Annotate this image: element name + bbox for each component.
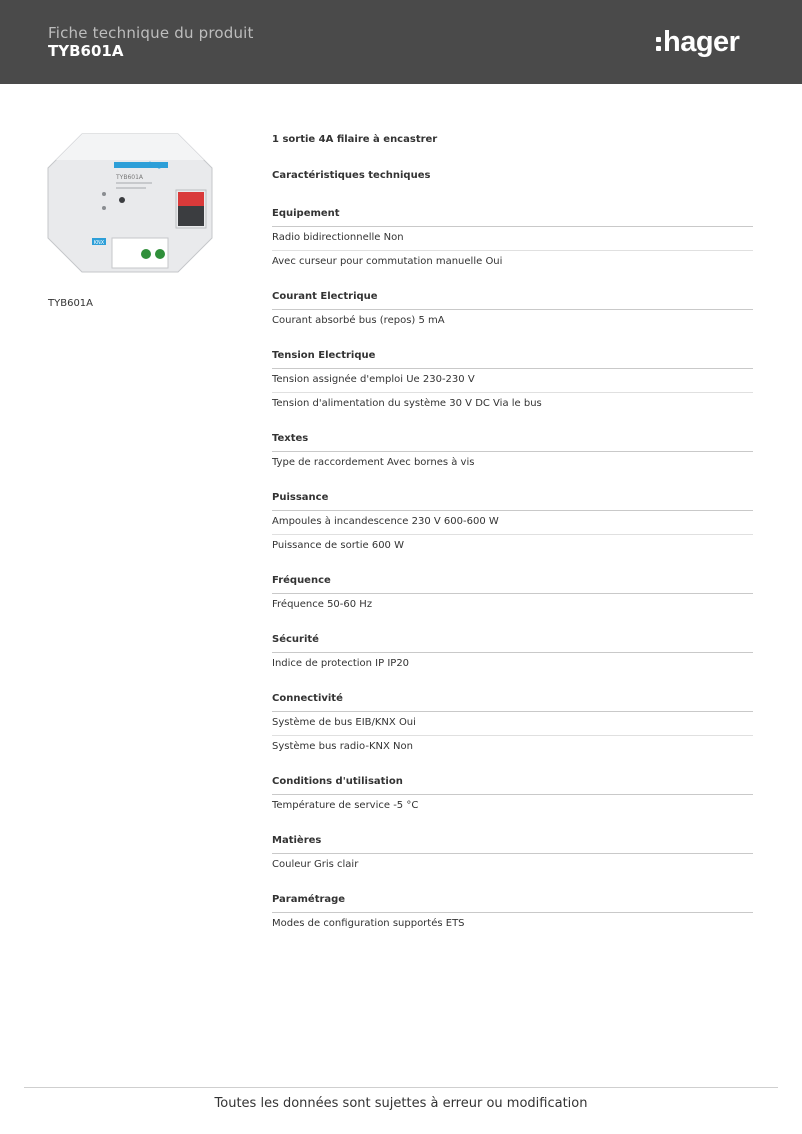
spec-row: Tension d'alimentation du système 30 V DC Via le bus: [272, 398, 542, 409]
image-caption: TYB601A: [48, 298, 94, 309]
footer-disclaimer: Toutes les données sont sujettes à erreur ou modification: [214, 1096, 588, 1111]
image-brand-text: hager: [148, 162, 168, 169]
led-indicator: [102, 192, 106, 196]
spec-row: Température de service -5 °C: [272, 800, 419, 811]
spec-group-securite: [272, 631, 753, 676]
page-header: [0, 0, 802, 84]
spec-row: Avec curseur pour commutation manuelle Oui: [272, 256, 503, 267]
spec-group-tension: [272, 347, 753, 416]
spec-row: Type de raccordement Avec bornes à vis: [272, 457, 475, 468]
spec-content: [272, 133, 753, 950]
spec-group-textes: [272, 430, 753, 475]
logo-text: hager: [663, 25, 740, 58]
group-title: Equipement: [272, 205, 753, 227]
document-title: TYB601A: [48, 42, 124, 60]
spec-row: Fréquence 50-60 Hz: [272, 599, 373, 610]
product-headline: 1 sortie 4A filaire à encastrer: [272, 134, 438, 145]
spec-lines: [116, 182, 152, 184]
hager-logo: [656, 24, 739, 60]
spec-row: Modes de configuration supportés ETS: [272, 918, 465, 929]
spec-row: Radio bidirectionnelle Non: [272, 227, 753, 251]
spec-row: Ampoules à incandescence 230 V 600-600 W: [272, 511, 753, 535]
spec-row: Indice de protection IP IP20: [272, 658, 410, 669]
group-title: Puissance: [272, 489, 753, 511]
spec-row: Système bus radio-KNX Non: [272, 741, 413, 752]
section-title: Caractéristiques techniques: [272, 170, 431, 181]
spec-group-equipement: [272, 205, 753, 274]
group-title: Matières: [272, 832, 753, 854]
image-model-text: TYB601A: [116, 174, 144, 181]
product-image: [44, 126, 216, 276]
knx-text: KNX: [93, 240, 105, 246]
logo-dots-icon: [656, 37, 661, 51]
group-title: Paramétrage: [272, 891, 753, 913]
group-title: Courant Electrique: [272, 288, 753, 310]
led-indicator-2: [102, 206, 106, 210]
green-terminal-2: [155, 249, 165, 259]
group-title: Connectivité: [272, 690, 753, 712]
group-title: Sécurité: [272, 631, 753, 653]
spec-lines-2: [116, 187, 146, 189]
spec-group-connectivite: [272, 690, 753, 759]
red-terminal: [178, 192, 204, 206]
spec-group-frequence: [272, 572, 753, 617]
spec-row: Couleur Gris clair: [272, 859, 359, 870]
group-title: Conditions d'utilisation: [272, 773, 753, 795]
spec-group-courant: [272, 288, 753, 333]
spec-row: Puissance de sortie 600 W: [272, 540, 404, 551]
spec-row: Tension assignée d'emploi Ue 230-230 V: [272, 369, 753, 393]
group-title: Tension Electrique: [272, 347, 753, 369]
spec-group-matieres: [272, 832, 753, 877]
spec-group-parametrage: [272, 891, 753, 936]
group-title: Fréquence: [272, 572, 753, 594]
footer-divider: [24, 1087, 778, 1088]
program-button: [119, 197, 125, 203]
green-terminal: [141, 249, 151, 259]
spec-group-conditions: [272, 773, 753, 818]
document-subtitle: Fiche technique du produit: [48, 24, 254, 42]
black-terminal: [178, 206, 204, 226]
spec-group-puissance: [272, 489, 753, 558]
spec-row: Système de bus EIB/KNX Oui: [272, 712, 753, 736]
group-title: Textes: [272, 430, 753, 452]
spec-row: Courant absorbé bus (repos) 5 mA: [272, 315, 445, 326]
housing-top-face: [56, 134, 204, 160]
